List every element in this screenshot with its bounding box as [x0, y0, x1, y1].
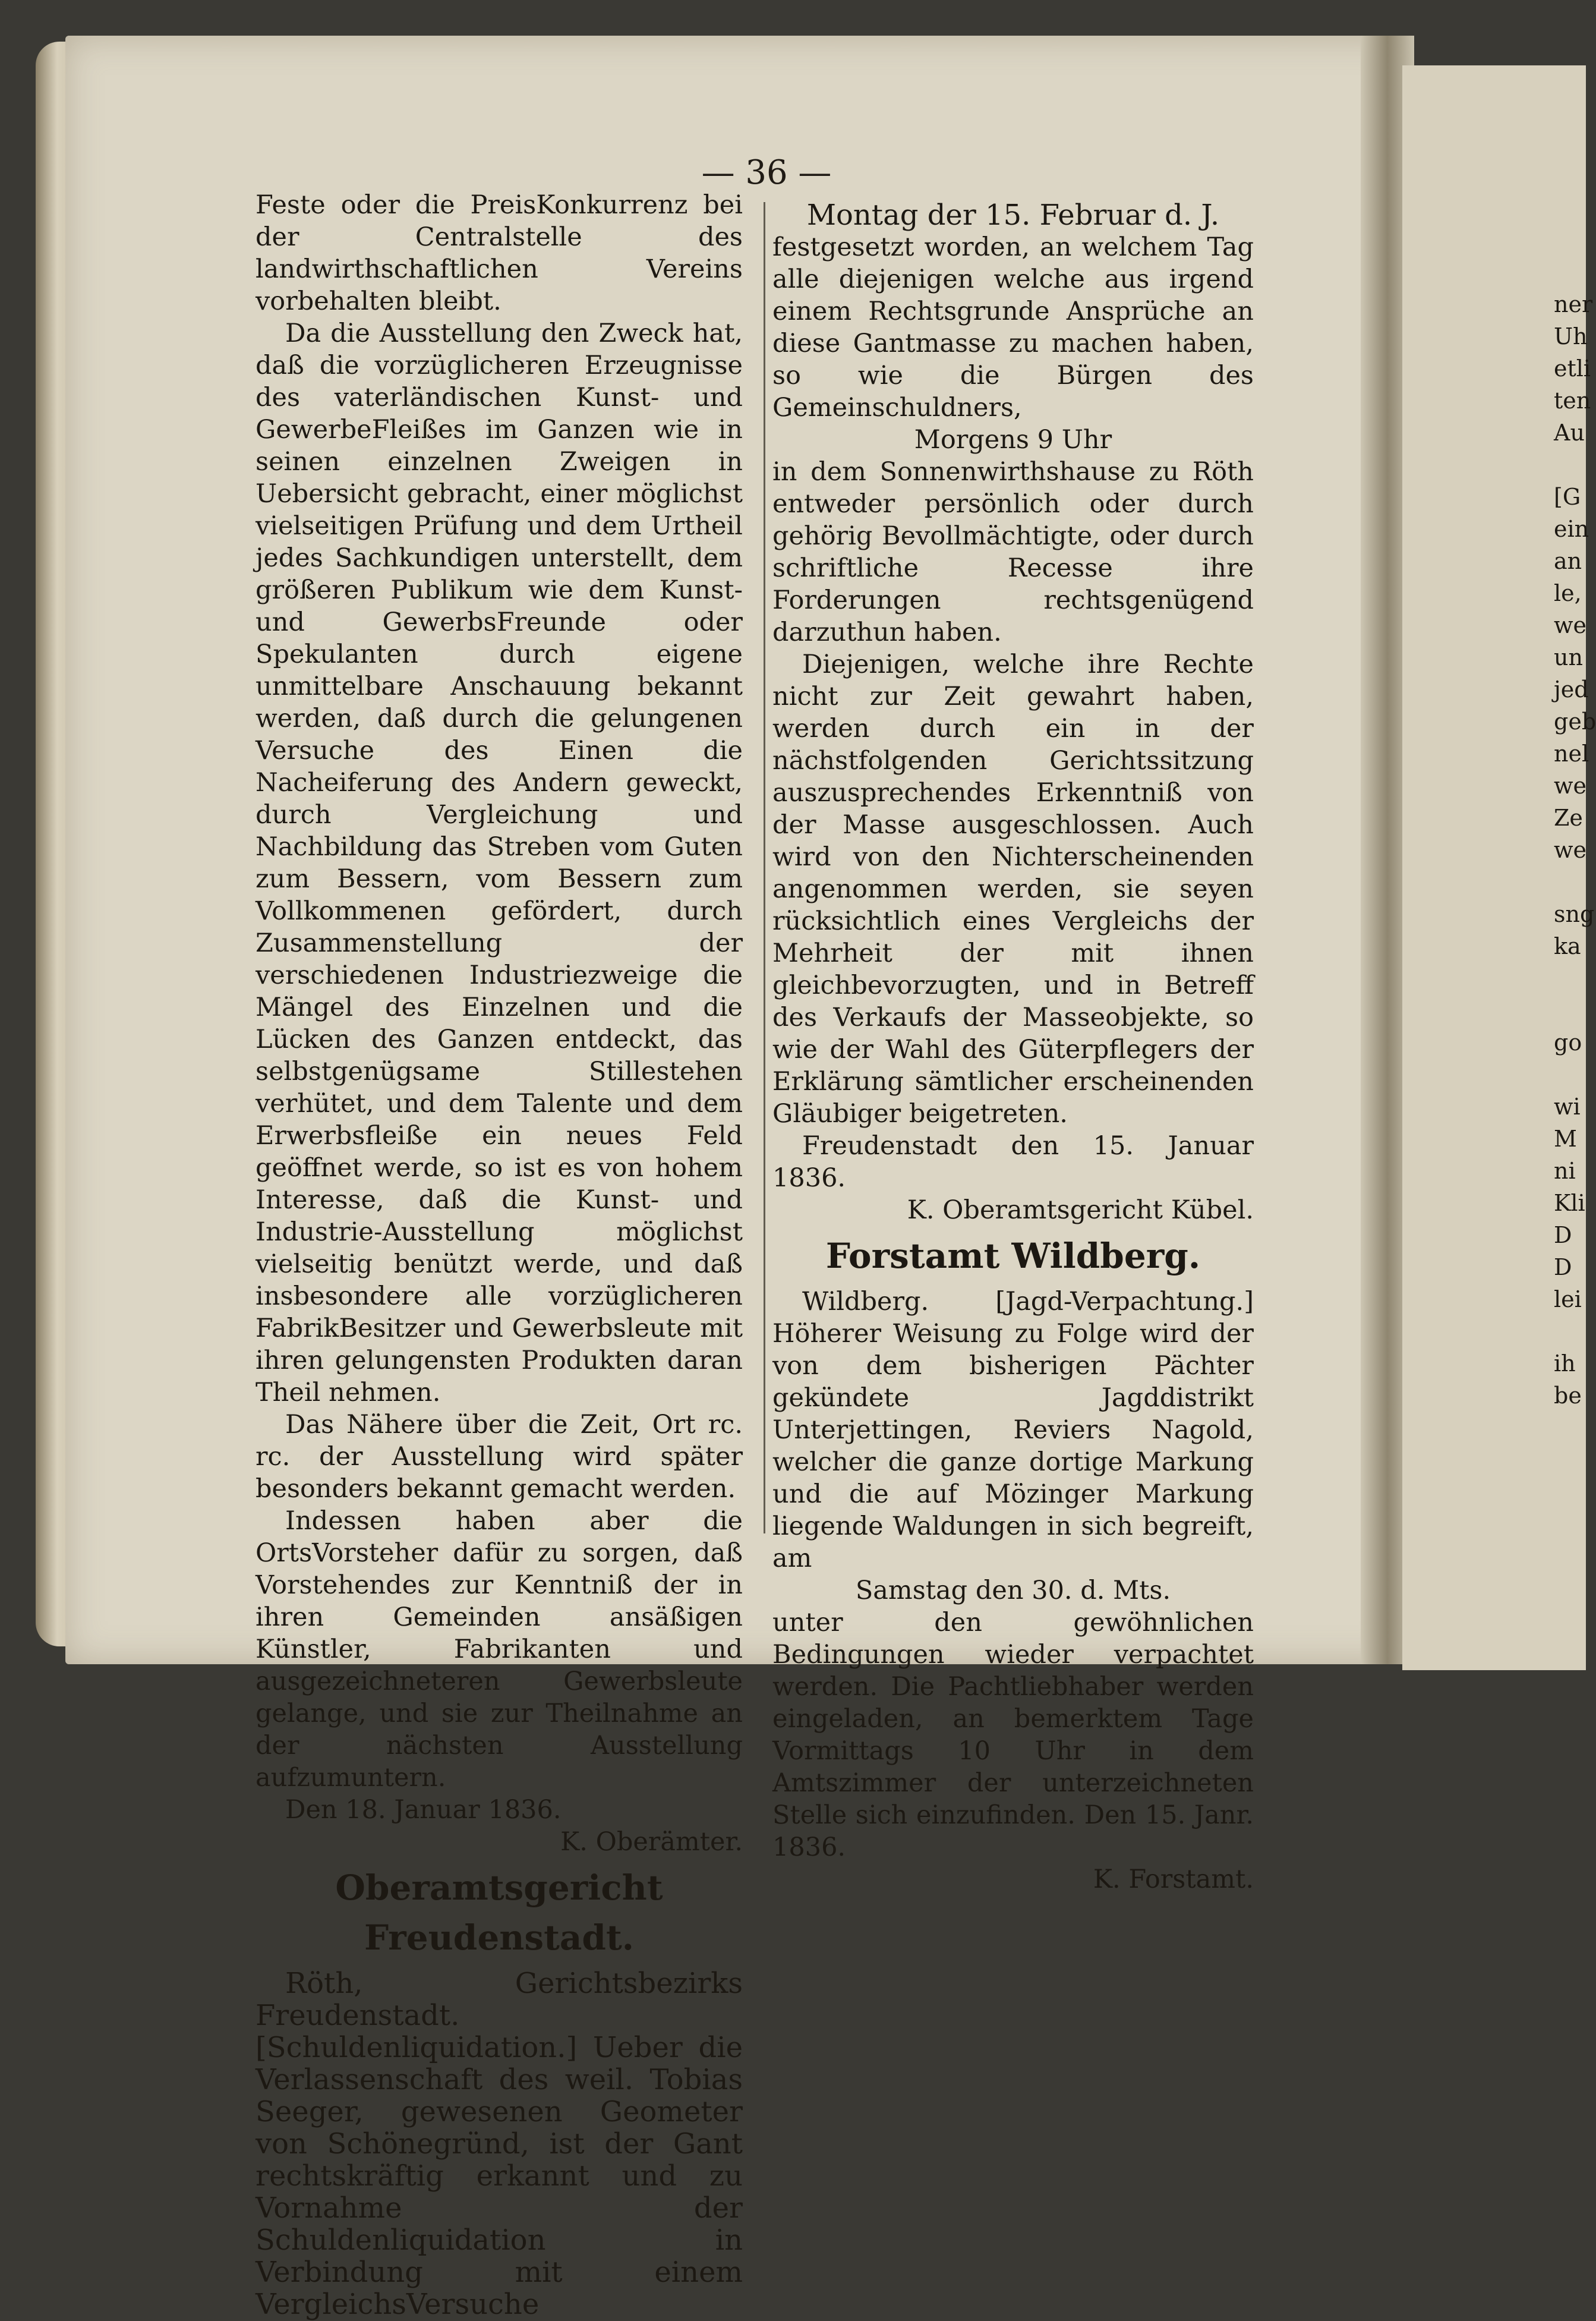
facing-page-fragment: ein: [1554, 516, 1589, 542]
facing-page-fragment: Kli: [1554, 1190, 1585, 1216]
notice-signature: K. Oberämter.: [560, 1827, 743, 1857]
facing-page-fragment: ten: [1554, 388, 1591, 414]
facing-page-fragment: sng: [1554, 901, 1595, 927]
facing-page-fragment: Ze: [1554, 805, 1583, 831]
facing-page-fragment: [1554, 1315, 1589, 1347]
facing-page-fragment: [1554, 962, 1589, 994]
facing-page-fragment: lei: [1554, 1286, 1582, 1312]
paragraph: Wildberg. [Jagd-Verpachtung.] Höherer Weisung zu Folge wird der von dem bisherigen Pächter gekündete Jagddistrikt Unterjettingen, Reviers Nagold, welcher die ganze dortige Markung und die auf Mözinger Markung liegende Waldungen in sich begreift, am: [772, 1287, 1254, 1573]
date-line: Samstag den 30. d. Mts.: [855, 1576, 1171, 1605]
facing-page-fragment: jed: [1554, 676, 1589, 703]
facing-page-fragment: ih: [1554, 1350, 1576, 1377]
paragraph: Röth, Gerichtsbezirks Freudenstadt. [Schuldenliquidation.] Ueber die Verlassenschaft des weil. Tobias Seeger, gewesenen Geometer von Schönegründ, ist der Gant rechtskräftig erkannt und zu Vornahme der Schuldenliquidation in Verbindung mit einem VergleichsVersuche: [256, 1967, 743, 2321]
section-heading: Oberamtsgericht Freudenstadt.: [335, 1867, 663, 1958]
notice-date: Den 18. Januar 1836.: [285, 1795, 562, 1825]
paragraph: unter den gewöhnlichen Bedingungen wieder verpachtet werden. Die Pachtliebhaber werden eingeladen, an bemerktem Tage Vormittags 10 Uhr in dem Amtszimmer der unterzeichneten Stelle sich einzufinden. Den 15. Janr. 1836.: [772, 1608, 1254, 1862]
left-column: [256, 189, 743, 2320]
facing-page-fragment: an: [1554, 548, 1582, 574]
facing-page-fragment: we: [1554, 612, 1587, 638]
paragraph: in dem Sonnenwirthshause zu Röth entweder persönlich oder durch gehörig Bevollmächtigte, oder durch schriftliche Recesse ihre Forderungen rechtsgenügend darzuthun haben.: [772, 457, 1254, 647]
right-column: [772, 199, 1254, 1895]
facing-page-fragments: [1554, 288, 1596, 1412]
paragraph: Diejenigen, welche ihre Rechte nicht zur Zeit gewahrt haben, werden durch ein in der nächstfolgenden Gerichtssitzung auszusprechendes Erkenntniß von der Masse ausgeschlossen. Auch wird von den Nichterscheinenden angenommen werden, sie seyen rücksichtlich eines Vergleichs der Mehrheit der mit ihnen gleichbevorzugten, und in Betreff des Verkaufs der Masseobjekte, so wie der Wahl des Güterpflegers der Erklärung sämtlicher erscheinenden Gläubiger beigetreten.: [772, 650, 1254, 1129]
notice-signature: K. Forstamt.: [1093, 1865, 1254, 1894]
facing-page-fragment: D: [1554, 1254, 1572, 1280]
facing-page-fragment: Uh: [1554, 323, 1588, 349]
facing-page-fragment: go: [1554, 1029, 1582, 1056]
facing-page-fragment: M: [1554, 1126, 1577, 1152]
facing-page-fragment: we: [1554, 837, 1587, 863]
facing-page-fragment: [G: [1554, 484, 1581, 510]
facing-page-fragment: nel: [1554, 741, 1589, 767]
facing-page-fragment: D: [1554, 1222, 1572, 1248]
column-divider: [764, 202, 765, 1533]
time-line: Morgens 9 Uhr: [914, 425, 1112, 455]
paragraph: festgesetzt worden, an welchem Tag alle diejenigen welche aus irgend einem Rechtsgrunde Ansprüche an diese Gantmasse zu machen haben, so wie die Bürgen des Gemeinschuldners,: [772, 232, 1254, 423]
facing-page-fragment: wi: [1554, 1094, 1581, 1120]
facing-page-fragment: ni: [1554, 1158, 1576, 1184]
facing-page-fragment: un: [1554, 644, 1583, 670]
date-line: Montag der 15. Februar d. J.: [806, 199, 1220, 232]
notice-signature: K. Oberamtsgericht Kübel.: [907, 1195, 1254, 1225]
facing-page-fragment: [1554, 449, 1589, 481]
facing-page-fragment: ka: [1554, 933, 1581, 959]
facing-page-fragment: be: [1554, 1382, 1582, 1409]
paragraph: Das Nähere über die Zeit, Ort rc. rc. der Ausstellung wird später besonders bekannt gemacht werden.: [256, 1410, 743, 1504]
facing-page-fragment: geb: [1554, 708, 1596, 735]
page-number: — 36 —: [701, 153, 832, 192]
paragraph: Indessen haben aber die OrtsVorsteher dafür zu sorgen, daß Vorstehendes zur Kenntniß der in ihren Gemeinden ansäßigen Künstler, Fabrikanten und ausgezeichneteren Gewerbsleute gelange, und sie zur Theilnahme an der nächsten Ausstellung aufzumuntern.: [256, 1506, 743, 1793]
paragraph: Da die Ausstellung den Zweck hat, daß die vorzüglicheren Erzeugnisse des vaterländischen Kunst- und GewerbeFleißes im Ganzen wie in seinen einzelnen Zweigen in Uebersicht gebracht, einer möglichst vielseitigen Prüfung und dem Urtheil jedes Sachkundigen unterstellt, dem größeren Publikum wie dem Kunst- und GewerbsFreunde oder Spekulanten durch eigene unmittelbare Anschauung bekannt werden, daß durch die gelungenen Versuche des Einen die Nacheiferung des Andern geweckt, durch Vergleichung und Nachbildung das Streben vom Guten zum Bessern, vom Bessern zum Vollkommenen gefördert, durch Zusammenstellung der verschiedenen Industriezweige die Mängel des Einzelnen und die Lücken des Ganzen entdeckt, das selbstgenügsame Stillestehen verhütet, und dem Talente und dem Erwerbsfleiße ein neues Feld geöffnet werde, so ist es von hohem Interesse, daß die Kunst- und Industrie-Ausstellung möglichst vielseitig benützt werde, und daß insbesondere alle vorzüglicheren FabrikBesitzer und Gewerbsleute mit ihren gelungensten Produkten daran Theil nehmen.: [256, 319, 743, 1407]
facing-page-fragment: etli: [1554, 355, 1591, 382]
facing-page-fragment: [1554, 866, 1589, 898]
place-date: Freudenstadt den 15. Januar 1836.: [772, 1131, 1254, 1193]
facing-page-fragment: we: [1554, 773, 1587, 799]
facing-page-fragment: [1554, 1059, 1589, 1091]
facing-page-fragment: Au: [1554, 420, 1585, 446]
facing-page-fragment: le,: [1554, 580, 1582, 606]
paragraph: Feste oder die PreisKonkurrenz bei der Centralstelle des landwirthschaftlichen Vereins vorbehalten bleibt.: [256, 190, 743, 316]
facing-page-fragment: [1554, 994, 1589, 1026]
facing-page-fragment: ner: [1554, 291, 1593, 317]
section-heading: Forstamt Wildberg.: [825, 1236, 1201, 1276]
